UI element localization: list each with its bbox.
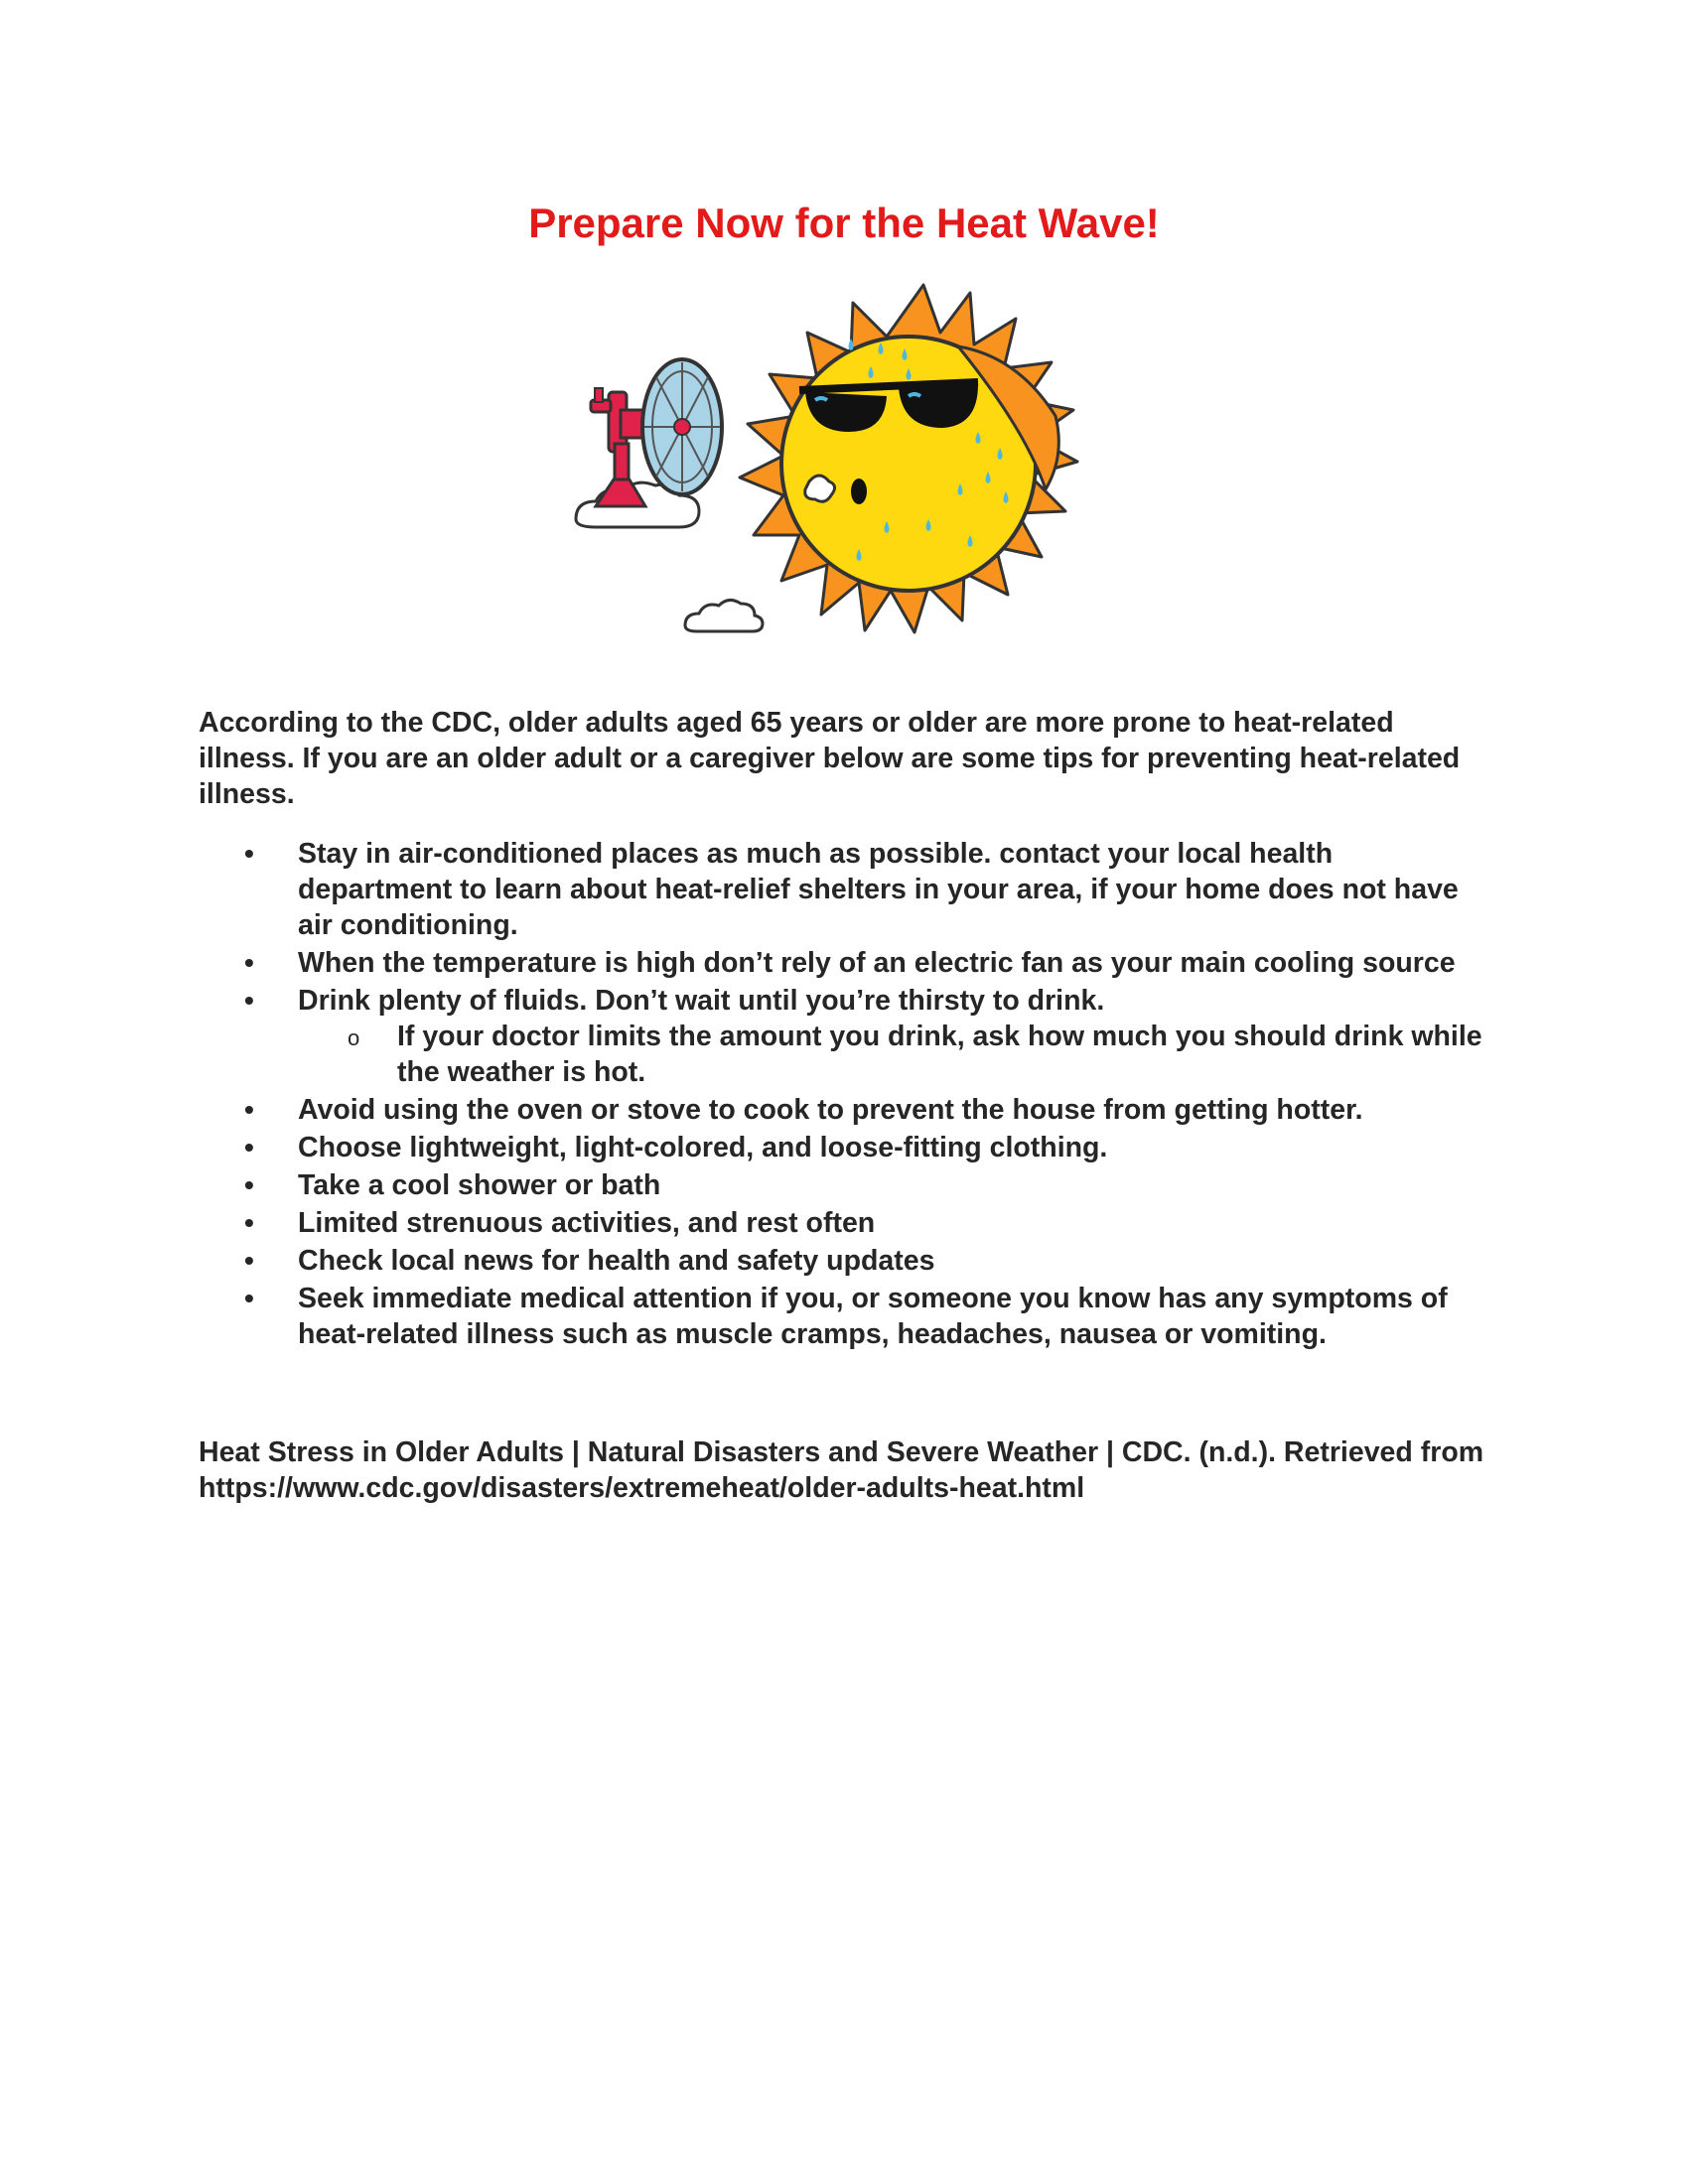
bullet-icon: • (244, 1283, 254, 1313)
list-item: • Seek immediate medical attention if you, or someone you know has any symptoms of heat-related illness such as muscle cramps, headaches, nausea or vomiting. (244, 1283, 1448, 1350)
list-item: • Take a cool shower or bath (244, 1169, 661, 1201)
bullet-icon: • (244, 1207, 254, 1238)
tips-list (199, 836, 1489, 1352)
sun-icon (740, 285, 1077, 632)
list-item: • Avoid using the oven or stove to cook to prevent the house from getting hotter. (244, 1094, 1363, 1126)
intro-paragraph: According to the CDC, older adults aged 65 years or older are more prone to heat-related illness. If you are an older adult or a caregiver below are some tips for preventing heat-related illness. (199, 707, 1461, 810)
list-item: • Stay in air-conditioned places as much as possible. contact your local health department to learn about heat-relief shelters in your area, if your home does not have air conditioning. (244, 838, 1459, 941)
mouth-icon (851, 478, 867, 504)
list-item: • Choose lightweight, light-colored, and loose-fitting clothing. (244, 1132, 1108, 1163)
main-content (199, 705, 1489, 1354)
bullet-icon: • (244, 1169, 254, 1200)
small-cloud-icon (685, 600, 763, 631)
sub-list-item: o If your doctor limits the amount you drink, ask how much you should drink while the weather is hot. (348, 1021, 1482, 1088)
bullet-icon: • (244, 985, 254, 1016)
list-item: • Check local news for health and safety updates (244, 1245, 935, 1277)
circle-bullet-icon: o (348, 1025, 360, 1050)
bullet-icon: • (244, 947, 254, 978)
bullet-icon: • (244, 1132, 254, 1162)
sweating-sun-with-fan-icon (571, 283, 1107, 665)
bullet-icon: • (244, 1245, 254, 1276)
bullet-icon: • (244, 1094, 254, 1125)
bullet-icon: • (244, 838, 254, 869)
list-item: • When the temperature is high don’t rely of an electric fan as your main cooling source (244, 947, 1456, 979)
list-item: • Drink plenty of fluids. Don’t wait until you’re thirsty to drink. o If your doctor limits the amount you drink, ask how much you should drink while the weather is hot. (199, 983, 1489, 1090)
sub-list (298, 1019, 1489, 1090)
citation: Heat Stress in Older Adults | Natural Disasters and Severe Weather | CDC. (n.d.). Retrieved from https://www.cdc.gov/disasters/extremeheat/older-adults-heat.html (199, 1436, 1484, 1504)
list-item: • Limited strenuous activities, and rest often (244, 1207, 876, 1239)
page-title: Prepare Now for the Heat Wave! (528, 200, 1160, 246)
